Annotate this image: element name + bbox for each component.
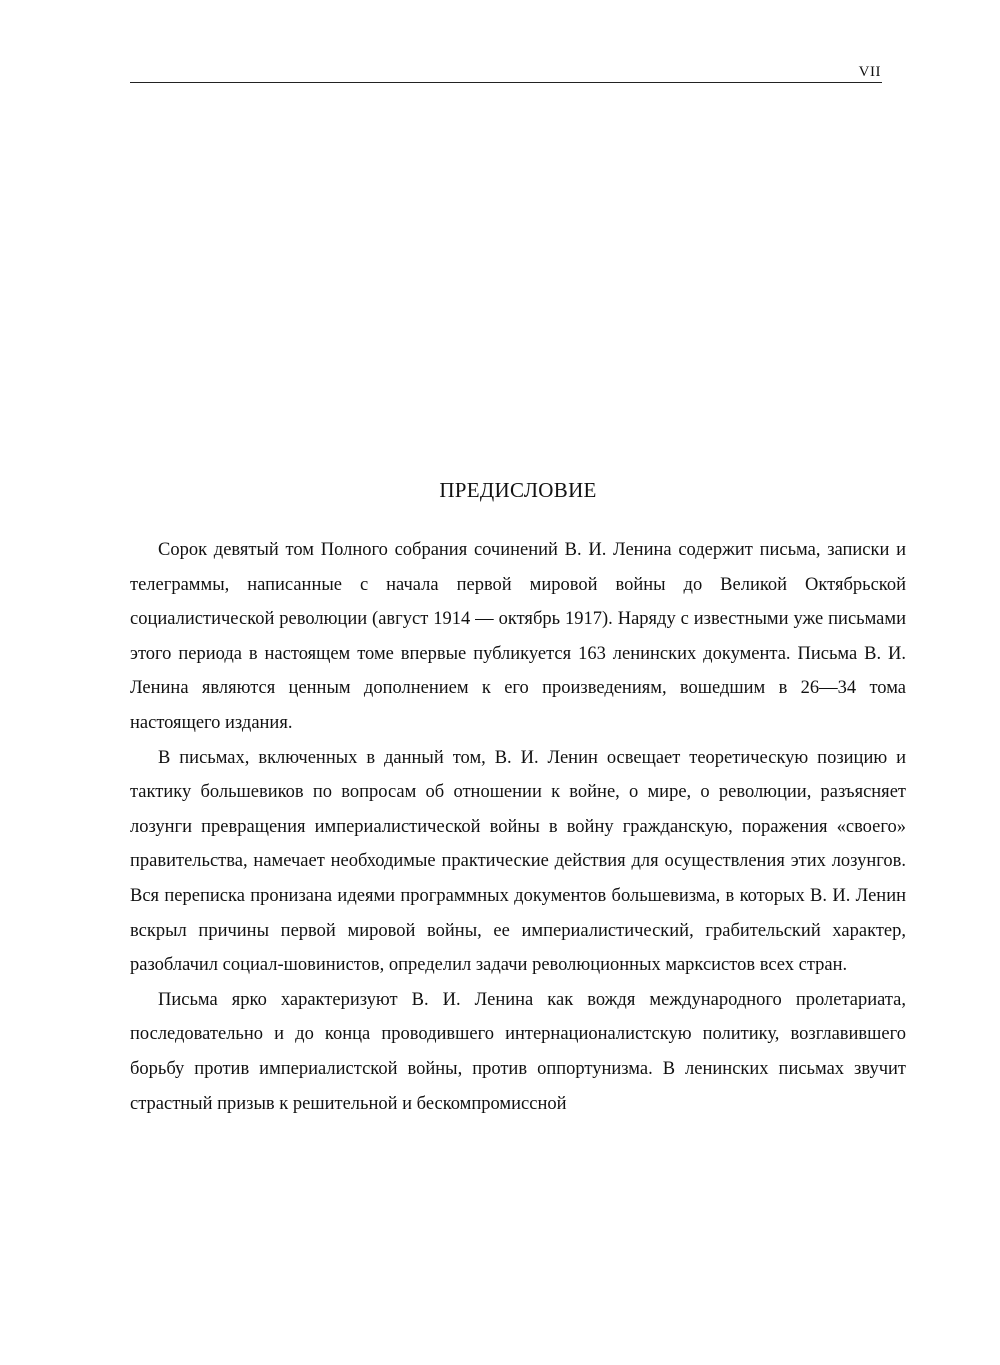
body-text xyxy=(130,533,906,1121)
header-rule xyxy=(130,82,882,83)
page-title: ПРЕДИСЛОВИЕ xyxy=(439,478,597,502)
paragraph-1: Сорок девятый том Полного собрания сочинений В. И. Ленина содержит письма, записки и телеграммы, написанные с начала первой мировой войны до Великой Октябрьской социалистической революции (август 1914 — октябрь 1917). Наряду с известными уже письмами этого периода в настоящем томе впервые публикуется 163 ленинских документа. Письма В. И. Ленина являются ценным дополнением к его произведениям, вошедшим в 26—34 тома настоящего издания. xyxy=(130,540,906,733)
page-number: VII xyxy=(858,64,881,80)
paragraph-2: В письмах, включенных в данный том, В. И. Ленин освещает теоретическую позицию и тактику большевиков по вопросам об отношении к войне, о мире, о революции, разъясняет лозунги превращения империалистической войны в войну гражданскую, поражения «своего» правительства, намечает необходимые практические действия для осуществления этих лозунгов. Вся переписка пронизана идеями программных документов большевизма, в которых В. И. Ленин вскрыл причины первой мировой войны, ее империалистический, грабительский характер, разоблачил социал-шовинистов, определил задачи революционных марксистов всех стран. xyxy=(130,747,906,976)
paragraph-3: Письма ярко характеризуют В. И. Ленина как вождя международного пролетариата, последовательно и до конца проводившего интернационалистскую политику, возглавившего борьбу против империалистской войны, против оппортунизма. В ленинских письмах звучит страстный призыв к решительной и бескомпромиссной xyxy=(130,989,906,1114)
